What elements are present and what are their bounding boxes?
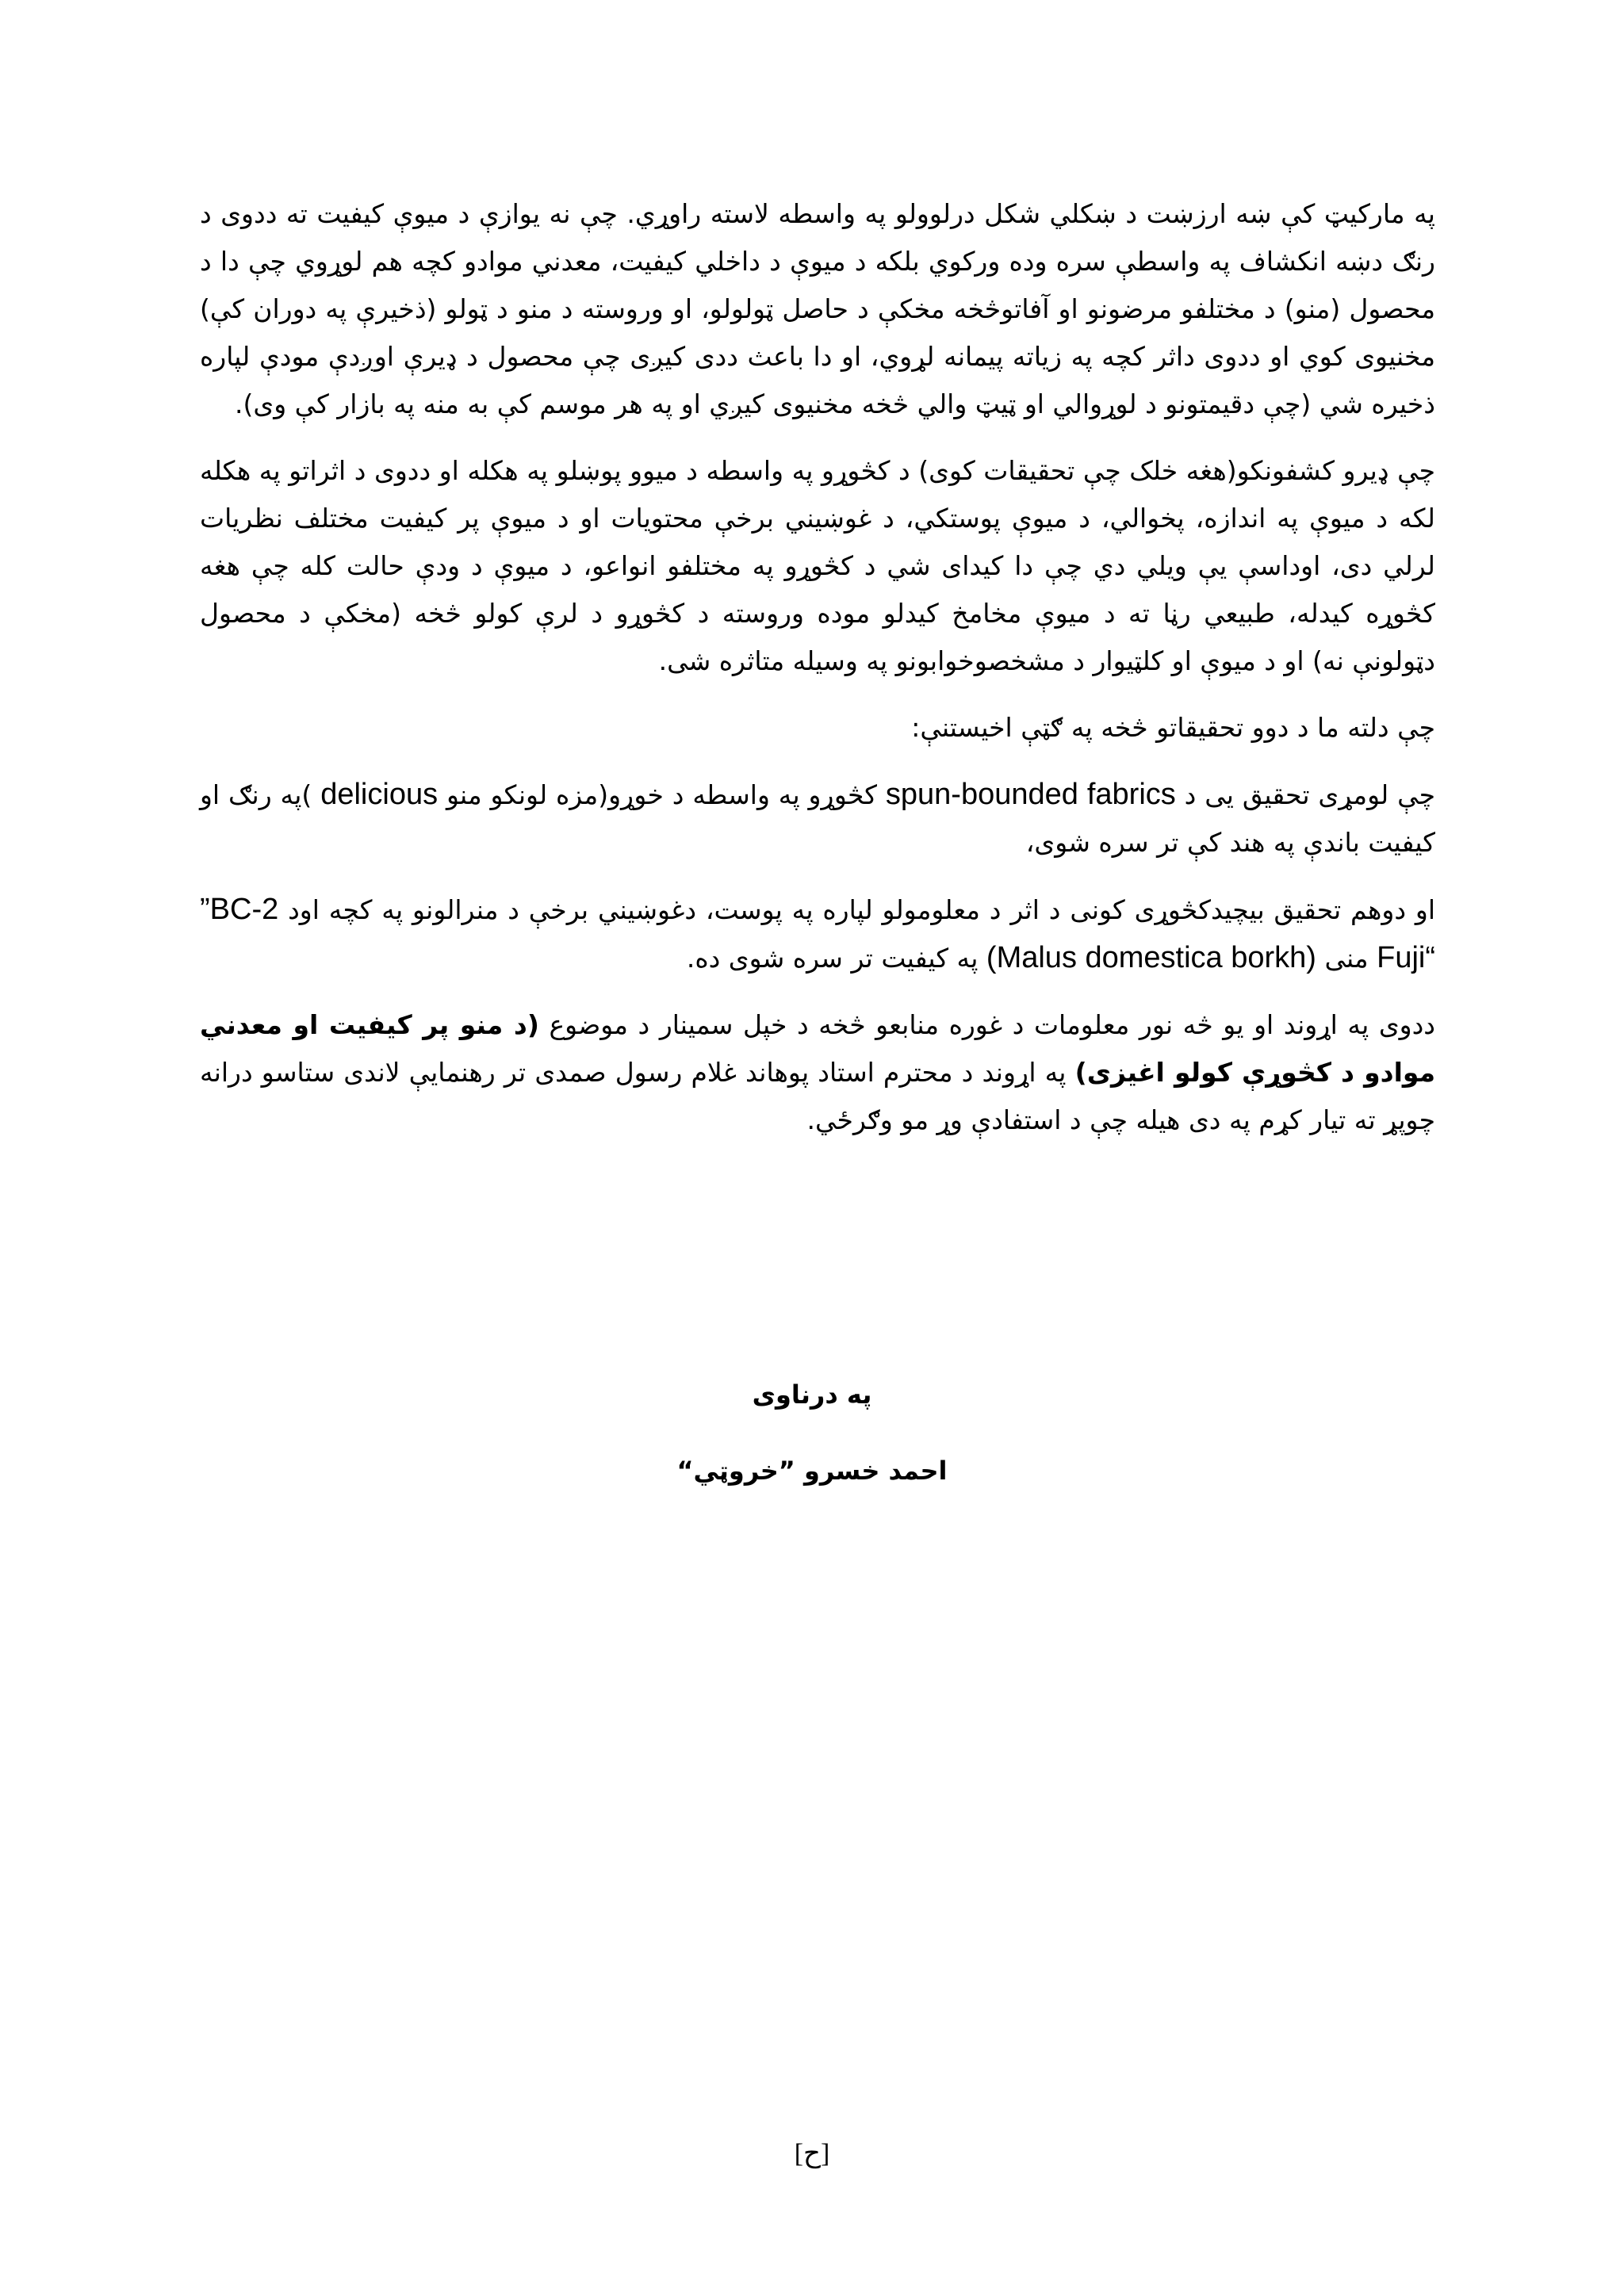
paragraph-text-part: )په رنګ او کيفيت باندې په هند کې تر سره شوى، [200, 779, 1435, 858]
latin-term-fabrics: spun-bounded fabrics [885, 778, 1176, 811]
paragraph-text-part: په کيفيت تر سره شوى ده. [686, 943, 979, 974]
latin-term-species: (Malus domestica borkh) [986, 941, 1316, 974]
paragraph-text: چې ډيرو کشفونکو(هغه خلک چې تحقيقات کوى) د کڅوړو په واسطه د ميوو پوښلو په هکله او ددوى د اثراتو په هکله لکه د ميوې په اندازه، پخوالي، د ميوې پوستکي، د غوښيني برخې محتويات او د ميوې پر کيفيت مختلف نظريات لرلي دى، اوداسې يې ويلي دي چې دا کيداى شي د کڅوړو په مختلفو انواعو، د ميوې د ودې حالت کله چې هغه کڅوړه کيدله، طبيعي رڼا ته د ميوې مخامخ کيدلو موده وروسته د کڅوړو د لرې کولو څخه (مخکې د محصول دټولونې نه) او د ميوې او کلټيوار د مشخصوخوابونو په وسيله متاثره شى. [200, 455, 1435, 676]
latin-term-cultivar: ”BC-2 Fuji“ [200, 893, 1435, 974]
page-number: [ح] [794, 2139, 830, 2168]
paragraph-text-part: او دوهم تحقيق بيچيدکڅوړى کونى د اثر د معلومولو لپاره په پوست، دغوښيني برخې د منرالونو په کچه اود [278, 894, 1435, 925]
paragraph-second-study [200, 886, 1435, 982]
paragraph-researchers [200, 447, 1435, 685]
paragraph-text-part: ددوى په اړوند او يو څه نور معلومات د غوره منابعو څخه د خپل سمينار د موضوع [538, 1009, 1435, 1040]
paragraph-market-value [200, 190, 1435, 428]
paragraph-text-part: کڅوړو په واسطه د خوړو(مزه لونکو منو [438, 779, 877, 810]
paragraph-seminar [200, 1001, 1435, 1144]
signature-author: احمد خسرو ”خروټي“ [676, 1456, 948, 1486]
seminar-topic: (د منو پر کيفيت او معدني موادو د کڅوړې کولو اغيزى) [200, 1009, 1435, 1088]
latin-term-delicious: delicious [320, 778, 439, 811]
paragraph-two-studies-intro [200, 704, 1435, 752]
paragraph-text: په مارکيټ کې ښه ارزښت د ښکلي شکل درلوولو په واسطه لاسته راوړي. چې نه يوازې د ميوې کيفيت ته ددوى د رنګ دښه انکشاف په واسطې سره وده ورکوي بلکه د ميوې د داخلي کيفيت، معدني موادو کچه هم لوړوي چې دا د محصول (منو) د مختلفو مرضونو او آفاتوڅخه مخکې د حاصل ټولولو، او وروسته د منو د ټولو (ذخيرې په دوران کې) مخنيوى کوي او ددوى داثر کچه په زياته پيمانه لړوي، او دا باعث ددى کيږى چې محصول د ډيرې اوږدې مودې لپاره ذخيره شي (چې دقيمتونو د لوړوالي او ټيټ والي څخه مخنيوى کيږي او په هر موسم کې به منه په بازار کې وى). [200, 198, 1435, 419]
paragraph-first-study [200, 771, 1435, 867]
paragraph-text-part: په اړوند د محترم استاد پوهاند غلام رسول صمدى تر رهنمايې لاندى ستاسو درانه چوپړ ته تيار کړم په دى هيله چې د استفادې وړ مو وګرځي. [200, 1057, 1435, 1135]
paragraph-text: چې دلته ما د دوو تحقيقاتو څخه په ګټې اخيستنې: [911, 712, 1435, 743]
paragraph-text-part: منى [1316, 943, 1369, 974]
body-text [200, 190, 1435, 1163]
paragraph-text-part: چې لومړى تحقيق يى د [1175, 779, 1436, 810]
signature-salutation: په درناوى [752, 1380, 872, 1410]
